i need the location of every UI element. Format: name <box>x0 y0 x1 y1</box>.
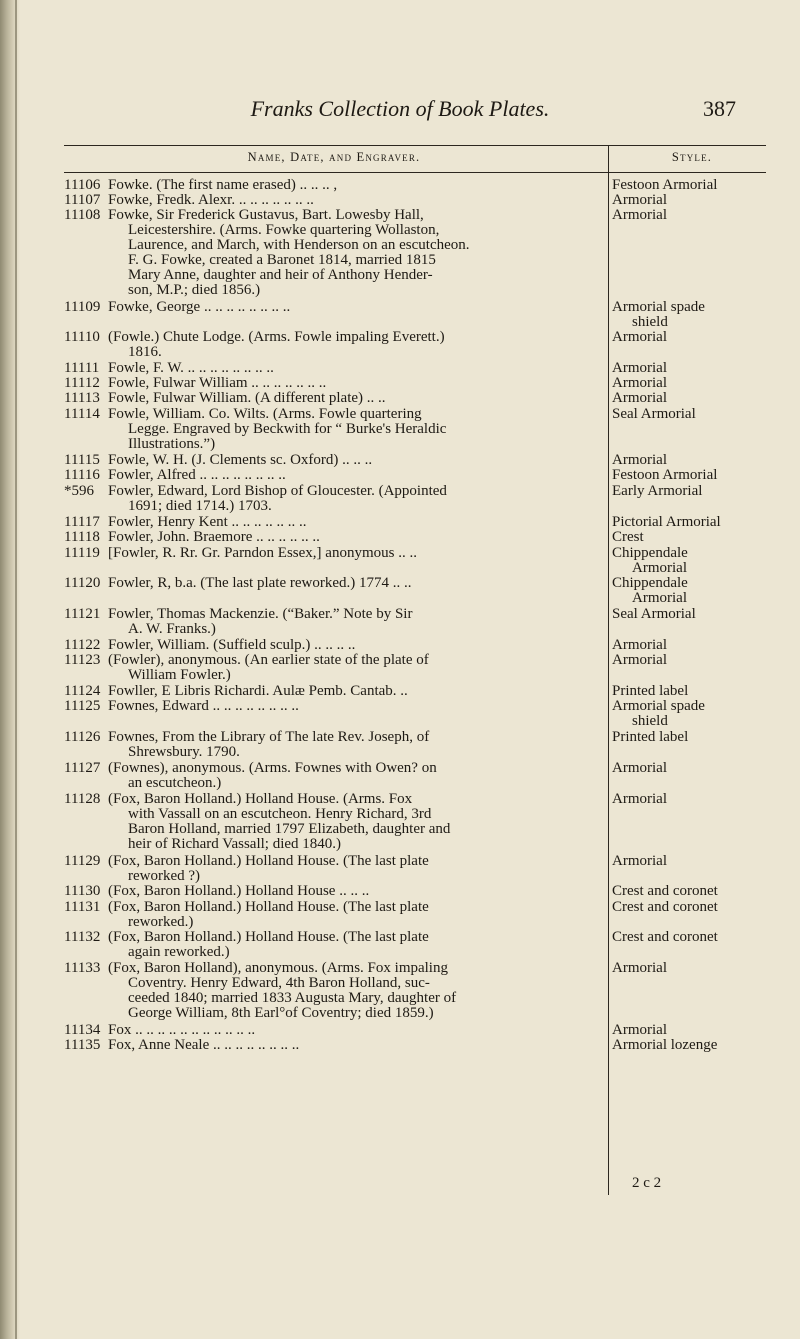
entry-number: 11132 <box>64 929 101 945</box>
style-line: Armorial <box>612 207 667 223</box>
entry-line: Fowler, Thomas Mackenzie. (“Baker.” Note by Sir <box>108 606 413 622</box>
style-line: Armorial <box>632 560 687 576</box>
entry-style <box>612 468 787 483</box>
style-line: Printed label <box>612 729 689 745</box>
style-line: Armorial <box>612 375 667 391</box>
entry-line: Fowle, F. W. .. .. .. .. .. .. .. .. <box>108 360 274 376</box>
entry-style <box>612 361 787 376</box>
entry-line: with Vassall on an escutcheon. Henry Richard, 3rd <box>128 806 432 822</box>
style-line: Festoon Armorial <box>612 177 718 193</box>
entry-number: 11106 <box>64 177 101 193</box>
style-line: Armorial <box>612 791 667 807</box>
entry-number: 11127 <box>64 760 101 776</box>
entry-line: (Fowler), anonymous. (An earlier state of the plate of <box>108 652 429 668</box>
entry-style <box>612 300 787 330</box>
entry-line: (Fox, Baron Holland.) Holland House. (Arms. Fox <box>108 791 413 807</box>
entry-number: 11129 <box>64 853 101 869</box>
entry-style <box>612 607 787 622</box>
entry-number: 11109 <box>64 299 101 315</box>
entry-line: Fowle, William. Co. Wilts. (Arms. Fowle quartering <box>108 406 422 422</box>
entry-style <box>612 484 787 499</box>
entry-style <box>612 1038 787 1053</box>
entry-number: 11135 <box>64 1037 101 1053</box>
entry-style <box>612 854 787 869</box>
entry-style <box>612 178 787 193</box>
entry-description <box>108 178 600 193</box>
entry-line: Fox, Anne Neale .. .. .. .. .. .. .. .. <box>108 1037 300 1053</box>
entry-number: 11133 <box>64 960 101 976</box>
style-line: Armorial spade <box>612 698 705 714</box>
entry-description <box>108 484 600 514</box>
entry-line: [Fowler, R. Rr. Gr. Parndon Essex,] anonymous .. .. <box>108 545 417 561</box>
column-heading-style: Style. <box>671 150 713 164</box>
entry-description <box>108 300 600 315</box>
style-line: Armorial <box>632 590 687 606</box>
style-line: Armorial <box>612 637 667 653</box>
entry-line: Legge. Engraved by Beckwith for “ Burke's Heraldic <box>128 421 447 437</box>
entry-style <box>612 961 787 976</box>
entry-line: 1691; died 1714.) 1703. <box>128 498 272 514</box>
entry-number: 11114 <box>64 406 100 422</box>
entry-style <box>612 792 787 807</box>
entry-line: Shrewsbury. 1790. <box>128 744 240 760</box>
entry-style <box>612 453 787 468</box>
entry-line: Fox .. .. .. .. .. .. .. .. .. .. .. <box>108 1022 256 1038</box>
entry-line: (Fownes), anonymous. (Arms. Fownes with Owen? on <box>108 760 437 776</box>
entry-number: 11118 <box>64 529 100 545</box>
entry-description <box>108 361 600 376</box>
entry-line: reworked.) <box>128 914 194 930</box>
style-line: Armorial <box>612 853 667 869</box>
column-divider <box>608 145 609 1195</box>
entry-style <box>612 900 787 915</box>
page-number: 387 <box>703 96 736 121</box>
entry-number: 11120 <box>64 575 101 591</box>
entry-line: Fowke, Sir Frederick Gustavus, Bart. Lowesby Hall, <box>108 207 424 223</box>
style-line: Armorial <box>612 390 667 406</box>
entry-number: *596 <box>64 483 94 499</box>
style-line: Pictorial Armorial <box>612 514 721 530</box>
entry-line: (Fox, Baron Holland.) Holland House. (The last plate <box>108 899 429 915</box>
entry-description <box>108 468 600 483</box>
entry-line: A. W. Franks.) <box>128 621 216 637</box>
entry-line: Mary Anne, daughter and heir of Anthony Hender- <box>128 267 433 283</box>
entry-number: 11130 <box>64 883 101 899</box>
entry-number: 11134 <box>64 1022 101 1038</box>
running-title: Franks Collection of Book Plates. <box>250 96 550 121</box>
entry-line: an escutcheon.) <box>128 775 222 791</box>
entry-line: (Fowle.) Chute Lodge. (Arms. Fowle impaling Everett.) <box>108 329 445 345</box>
entry-number: 11113 <box>64 390 100 406</box>
entry-style <box>612 407 787 422</box>
entry-number: 11110 <box>64 329 100 345</box>
entry-description <box>108 453 600 468</box>
entry-line: Fowle, Fulwar William. (A different plate) .. .. <box>108 390 386 406</box>
entry-line: Leicestershire. (Arms. Fowke quartering Wollaston, <box>128 222 440 238</box>
column-heading-name: Name, Date, and Engraver. <box>247 150 421 164</box>
entry-description <box>108 900 600 930</box>
entry-line: (Fox, Baron Holland), anonymous. (Arms. Fox impaling <box>108 960 448 976</box>
style-line: Armorial <box>612 452 667 468</box>
entry-style <box>612 761 787 776</box>
style-line: Crest and coronet <box>612 899 718 915</box>
style-line: shield <box>632 314 668 330</box>
entry-line: Laurence, and March, with Henderson on an escutcheon. <box>128 237 470 253</box>
entry-description <box>108 699 600 714</box>
style-line: Crest and coronet <box>612 883 718 899</box>
entry-line: 1816. <box>128 344 162 360</box>
entry-style <box>612 208 787 223</box>
entry-number: 11119 <box>64 545 100 561</box>
entry-style <box>612 330 787 345</box>
entry-style <box>612 699 787 729</box>
entry-style <box>612 884 787 899</box>
style-line: Armorial <box>612 329 667 345</box>
entry-line: Fowller, E Libris Richardi. Aulæ Pemb. Cantab. .. <box>108 683 408 699</box>
entry-line: son, M.P.; died 1856.) <box>128 282 261 298</box>
entry-number: 11121 <box>64 606 101 622</box>
entry-number: 11126 <box>64 729 101 745</box>
style-line: Armorial spade <box>612 299 705 315</box>
entry-description <box>108 1023 600 1038</box>
entry-number: 11111 <box>64 360 100 376</box>
entry-description <box>108 193 600 208</box>
entry-line: Fowler, Alfred .. .. .. .. .. .. .. .. <box>108 467 286 483</box>
entry-line: Fowke. (The first name erased) .. .. .. , <box>108 177 338 193</box>
style-line: Armorial <box>612 760 667 776</box>
style-line: Armorial <box>612 192 667 208</box>
style-line: Festoon Armorial <box>612 467 718 483</box>
entry-line: Fowler, John. Braemore .. .. .. .. .. .. <box>108 529 320 545</box>
entry-line: Fowler, Edward, Lord Bishop of Gloucester. (Appointed <box>108 483 447 499</box>
entry-line: Fownes, From the Library of The late Rev. Joseph, of <box>108 729 430 745</box>
entry-line: reworked ?) <box>128 868 201 884</box>
entry-line: Fowler, William. (Suffield sculp.) .. .. .. .. <box>108 637 356 653</box>
entry-line: ceeded 1840; married 1833 Augusta Mary, daughter of <box>128 990 457 1006</box>
entry-description <box>108 208 600 298</box>
entry-line: William Fowler.) <box>128 667 231 683</box>
entry-style <box>612 193 787 208</box>
entry-description <box>108 638 600 653</box>
entry-number: 11107 <box>64 192 101 208</box>
style-line: Armorial <box>612 652 667 668</box>
entry-number: 11116 <box>64 467 100 483</box>
entry-description <box>108 407 600 452</box>
entry-line: Fowke, Fredk. Alexr. .. .. .. .. .. .. .. <box>108 192 314 208</box>
entry-number: 11123 <box>64 652 101 668</box>
header-top-rule <box>64 145 766 146</box>
entry-style <box>612 684 787 699</box>
entry-number: 11112 <box>64 375 100 391</box>
entry-number: 11115 <box>64 452 100 468</box>
entry-style <box>612 530 787 545</box>
entry-line: Illustrations.”) <box>128 436 216 452</box>
entry-line: F. G. Fowke, created a Baronet 1814, married 1815 <box>128 252 436 268</box>
style-line: Chippendale <box>612 545 688 561</box>
entry-number: 11128 <box>64 791 101 807</box>
entry-description <box>108 330 600 360</box>
entry-line: Fowle, Fulwar William .. .. .. .. .. .. .. <box>108 375 327 391</box>
entry-description <box>108 761 600 791</box>
entry-line: (Fox, Baron Holland.) Holland House. (The last plate <box>108 853 429 869</box>
style-line: Early Armorial <box>612 483 703 499</box>
style-line: shield <box>632 713 668 729</box>
entry-description <box>108 515 600 530</box>
entry-style <box>612 391 787 406</box>
entry-style <box>612 546 787 576</box>
entry-description <box>108 530 600 545</box>
style-line: Armorial <box>612 960 667 976</box>
entry-description <box>108 576 600 591</box>
style-line: Armorial lozenge <box>612 1037 718 1053</box>
style-line: Armorial <box>612 1022 667 1038</box>
entry-line: Fowler, R, b.a. (The last plate reworked.) 1774 .. .. <box>108 575 412 591</box>
entry-number: 11131 <box>64 899 101 915</box>
entry-description <box>108 684 600 699</box>
entry-description <box>108 792 600 852</box>
entry-line: heir of Richard Vassall; died 1840.) <box>128 836 342 852</box>
entry-description <box>108 653 600 683</box>
entry-description <box>108 930 600 960</box>
style-line: Seal Armorial <box>612 406 696 422</box>
entry-style <box>612 1023 787 1038</box>
style-line: Seal Armorial <box>612 606 696 622</box>
style-line: Printed label <box>612 683 689 699</box>
entry-number: 11122 <box>64 637 101 653</box>
entry-line: Fownes, Edward .. .. .. .. .. .. .. .. <box>108 698 299 714</box>
gutter-line <box>15 0 17 1339</box>
entry-line: Fowle, W. H. (J. Clements sc. Oxford) .. .. .. <box>108 452 373 468</box>
entry-number: 11124 <box>64 683 101 699</box>
entry-line: George William, 8th Earl°of Coventry; died 1859.) <box>128 1005 434 1021</box>
entry-description <box>108 546 600 561</box>
signature-mark: 2 c 2 <box>632 1175 662 1191</box>
style-line: Chippendale <box>612 575 688 591</box>
entry-number: 11108 <box>64 207 101 223</box>
entry-line: again reworked.) <box>128 944 230 960</box>
entry-line: Coventry. Henry Edward, 4th Baron Holland, suc- <box>128 975 430 991</box>
style-line: Crest and coronet <box>612 929 718 945</box>
entry-style <box>612 515 787 530</box>
entry-style <box>612 730 787 745</box>
entry-description <box>108 1038 600 1053</box>
entry-line: (Fox, Baron Holland.) Holland House .. .. .. <box>108 883 370 899</box>
entry-number: 11117 <box>64 514 100 530</box>
entry-description <box>108 376 600 391</box>
binding-gutter <box>0 0 20 1339</box>
entry-line: Fowke, George .. .. .. .. .. .. .. .. <box>108 299 291 315</box>
entry-description <box>108 730 600 760</box>
entry-line: Baron Holland, married 1797 Elizabeth, daughter and <box>128 821 451 837</box>
style-line: Crest <box>612 529 644 545</box>
entry-description <box>108 607 600 637</box>
entry-line: (Fox, Baron Holland.) Holland House. (The last plate <box>108 929 429 945</box>
running-head <box>0 96 800 126</box>
style-line: Armorial <box>612 360 667 376</box>
entry-line: Fowler, Henry Kent .. .. .. .. .. .. .. <box>108 514 307 530</box>
entry-style <box>612 576 787 606</box>
entry-style <box>612 376 787 391</box>
entry-style <box>612 930 787 945</box>
entry-number: 11125 <box>64 698 101 714</box>
entry-description <box>108 884 600 899</box>
entry-style <box>612 653 787 668</box>
entry-style <box>612 638 787 653</box>
header-bottom-rule <box>64 172 766 173</box>
entry-description <box>108 854 600 884</box>
entry-description <box>108 391 600 406</box>
entry-description <box>108 961 600 1021</box>
